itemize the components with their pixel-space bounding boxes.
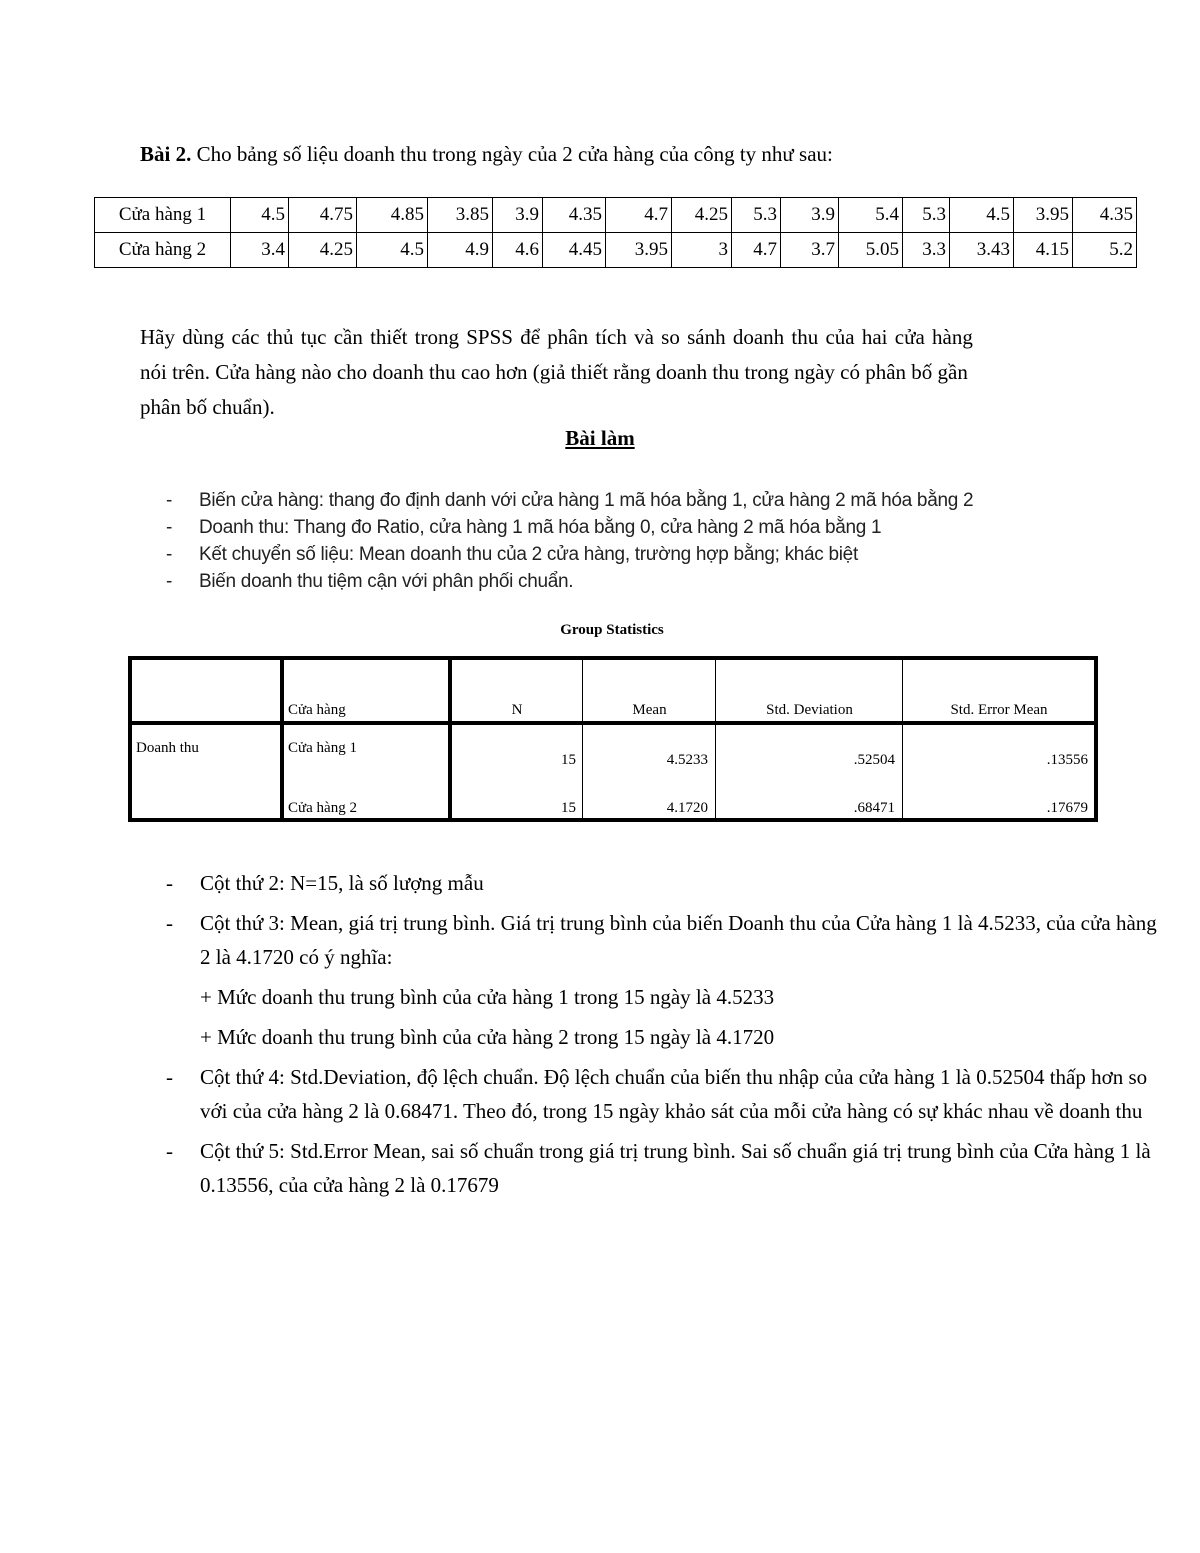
table-cell: 4.5 — [950, 198, 1014, 233]
list-item: - Doanh thu: Thang đo Ratio, cửa hàng 1 mã hóa bằng 0, cửa hàng 2 mã hóa bằng 1 — [166, 514, 973, 541]
question-line: nói trên. Cửa hàng nào cho doanh thu cao hơn (giả thiết rằng doanh thu trong ngày có phân bố gần — [140, 360, 968, 384]
group-label: Cửa hàng 1 — [288, 740, 357, 756]
table-cell: 4.6 — [493, 233, 543, 268]
table-cell: 3.9 — [781, 198, 839, 233]
header-std-error-mean: Std. Error Mean — [950, 702, 1048, 718]
problem-number: Bài 2. — [140, 142, 192, 166]
column-divider — [715, 660, 716, 818]
table-cell: 4.5 — [357, 233, 428, 268]
se-value: .13556 — [1046, 752, 1088, 768]
table-cell: 4.25 — [672, 198, 732, 233]
table-cell: 3.95 — [1014, 198, 1073, 233]
column-divider — [448, 660, 452, 818]
group-statistics-title: Group Statistics — [560, 622, 664, 638]
table-cell: 3.4 — [231, 233, 289, 268]
se-value: .17679 — [1046, 800, 1088, 816]
group-label: Cửa hàng 2 — [288, 800, 357, 816]
group-statistics-table — [128, 656, 1098, 822]
row-label: Cửa hàng 1 — [95, 198, 231, 233]
list-item: - Biến doanh thu tiệm cận với phân phối chuẩn. — [166, 568, 973, 595]
list-item: - Cột thứ 5: Std.Error Mean, sai số chuẩn trong giá trị trung bình. Sai số chuẩn giá trị trung bình của Cửa hàng 1 là 0.13556, của cửa hàng 2 là 0.17679 — [166, 1134, 1166, 1202]
mean-value: 4.1720 — [666, 800, 708, 816]
list-item: - Kết chuyển số liệu: Mean doanh thu của 2 cửa hàng, trường hợp bằng; khác biệt — [166, 541, 973, 568]
table-cell: 3.43 — [950, 233, 1014, 268]
sd-value: .68471 — [853, 800, 895, 816]
header-n: N — [511, 702, 523, 718]
question-paragraph — [140, 320, 1192, 425]
table-cell: 4.25 — [289, 233, 357, 268]
table-cell: 4.75 — [289, 198, 357, 233]
row-label: Cửa hàng 2 — [95, 233, 231, 268]
table-cell: 4.9 — [428, 233, 493, 268]
list-item: - Cột thứ 4: Std.Deviation, độ lệch chuẩn. Độ lệch chuẩn của biến thu nhập của cửa hàng 1 là 0.52504 thấp hơn so với của cửa hàng 2 là 0.68471. Theo đó, trong 15 ngày khảo sát của mỗi cửa hàng có sự khác nhau về doanh thu — [166, 1060, 1166, 1128]
mean-value: 4.5233 — [666, 752, 708, 768]
table-cell: 4.7 — [732, 233, 781, 268]
header-std-deviation: Std. Deviation — [766, 702, 853, 718]
table-cell: 3 — [672, 233, 732, 268]
table-cell: 3.3 — [903, 233, 950, 268]
table-cell: 4.45 — [543, 233, 606, 268]
solution-heading: Bài làm — [565, 426, 635, 450]
question-line: phân bố chuẩn). — [140, 395, 275, 419]
n-value: 15 — [561, 752, 576, 768]
raw-data-table — [94, 197, 1137, 268]
table-cell: 3.9 — [493, 198, 543, 233]
table-cell: 4.5 — [231, 198, 289, 233]
list-item: - Cột thứ 2: N=15, là số lượng mẫu — [166, 866, 1166, 900]
list-item: + Mức doanh thu trung bình của cửa hàng 1 trong 15 ngày là 4.5233 — [200, 985, 775, 1009]
table-cell: 4.35 — [543, 198, 606, 233]
table-cell: 3.85 — [428, 198, 493, 233]
header-group: Cửa hàng — [288, 702, 346, 718]
column-divider — [902, 660, 903, 818]
table-cell: 5.05 — [839, 233, 903, 268]
table-cell: 4.35 — [1073, 198, 1137, 233]
table-cell: 5.4 — [839, 198, 903, 233]
variable-label: Doanh thu — [136, 740, 199, 756]
header-mean: Mean — [632, 702, 667, 718]
question-line: Hãy dùng các thủ tục cần thiết trong SPSS để phân tích và so sánh doanh thu của hai cửa hàng — [140, 325, 973, 349]
column-divider — [280, 660, 284, 818]
column-divider — [582, 660, 583, 818]
list-item: - Biến cửa hàng: thang đo định danh với cửa hàng 1 mã hóa bằng 1, cửa hàng 2 mã hóa bằng 2 — [166, 487, 973, 514]
n-value: 15 — [561, 800, 576, 816]
table-cell: 4.15 — [1014, 233, 1073, 268]
table-cell: 5.3 — [732, 198, 781, 233]
table-cell: 4.85 — [357, 198, 428, 233]
list-item: - Cột thứ 3: Mean, giá trị trung bình. Giá trị trung bình của biến Doanh thu của Cửa hàng 1 là 4.5233, của cửa hàng 2 là 4.1720 có ý nghĩa: — [166, 906, 1166, 974]
header-divider — [132, 721, 1094, 725]
table-row — [95, 233, 1137, 268]
table-cell: 5.3 — [903, 198, 950, 233]
analysis-list — [166, 866, 1166, 1208]
notes-list — [166, 487, 973, 595]
sd-value: .52504 — [853, 752, 895, 768]
problem-title — [140, 142, 833, 167]
table-row — [95, 198, 1137, 233]
table-cell: 3.95 — [606, 233, 672, 268]
table-cell: 4.7 — [606, 198, 672, 233]
list-item: + Mức doanh thu trung bình của cửa hàng 2 trong 15 ngày là 4.1720 — [200, 1025, 775, 1049]
table-cell: 5.2 — [1073, 233, 1137, 268]
problem-statement: Cho bảng số liệu doanh thu trong ngày của 2 cửa hàng của công ty như sau: — [196, 142, 833, 166]
table-cell: 3.7 — [781, 233, 839, 268]
